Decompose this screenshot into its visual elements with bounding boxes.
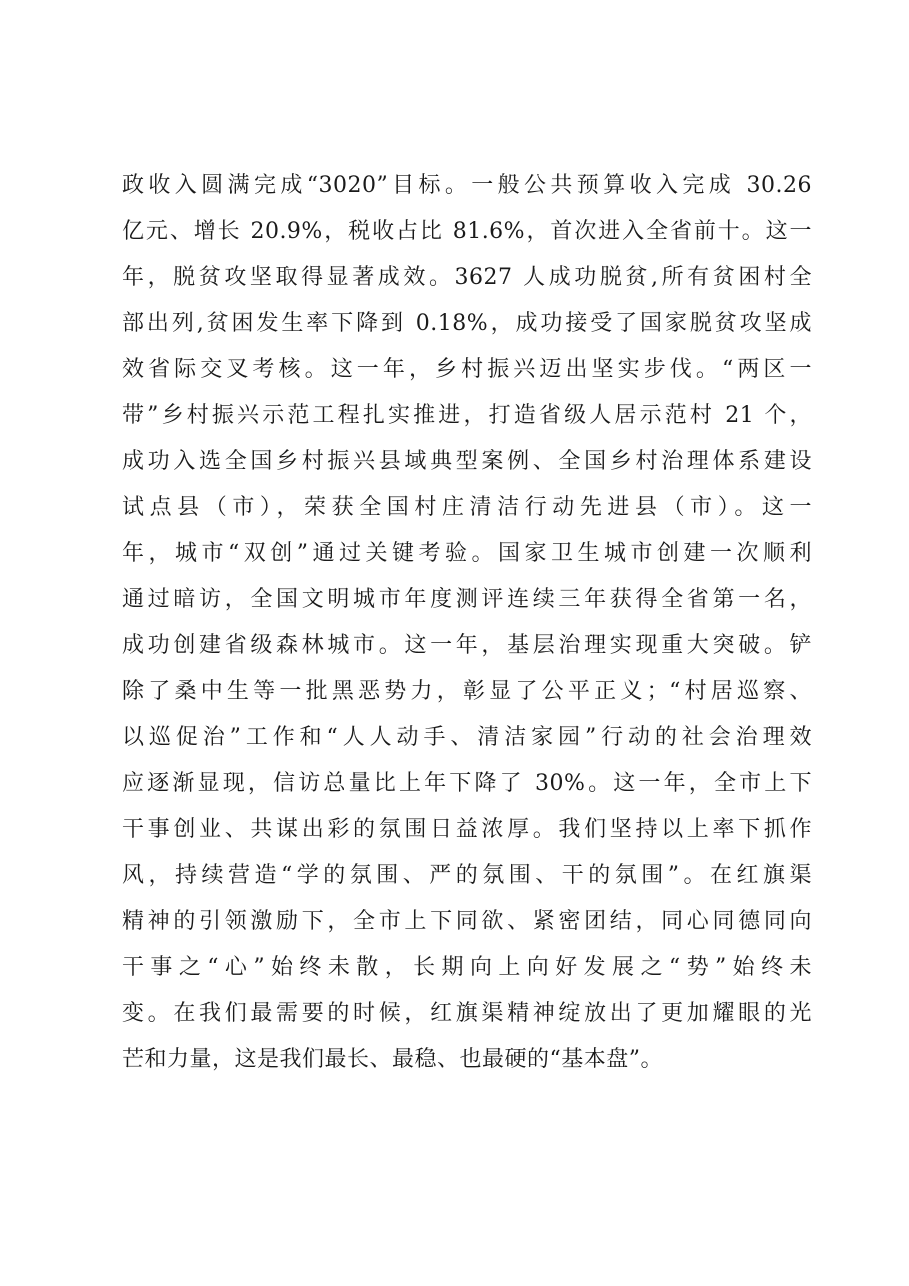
text-line: 芒和力量，这是我们最长、最稳、也最硬的“基本盘”。: [122, 1047, 663, 1072]
text-line: 试点县（市），荣获全国村庄清洁行动先进县（市）。这一: [122, 495, 812, 520]
text-line: 精神的引领激励下，全市上下同欲、紧密团结，同心同德同向: [122, 909, 812, 934]
text-line: 变。在我们最需要的时候，红旗渠精神绽放出了更加耀眼的光: [122, 1001, 812, 1026]
text-line: 效省际交叉考核。这一年，乡村振兴迈出坚实步伐。“两区一: [122, 357, 812, 382]
text-line: 除了桑中生等一批黑恶势力，彰显了公平正义；“村居巡察、: [122, 679, 812, 704]
text-line: 年，脱贫攻坚取得显著成效。3627 人成功脱贫,所有贫困村全: [122, 265, 812, 290]
text-line: 通过暗访，全国文明城市年度测评连续三年获得全省第一名，: [122, 587, 812, 612]
text-line: 部出列,贫困发生率下降到 0.18%，成功接受了国家脱贫攻坚成: [122, 311, 812, 336]
body-paragraph: [122, 163, 812, 1083]
text-line: 应逐渐显现，信访总量比上年下降了 30%。这一年，全市上下: [122, 771, 812, 796]
text-line: 成功创建省级森林城市。这一年，基层治理实现重大突破。铲: [122, 633, 812, 658]
text-line: 亿元、增长 20.9%，税收占比 81.6%，首次进入全省前十。这一: [122, 219, 812, 244]
text-line: 政收入圆满完成“3020”目标。一般公共预算收入完成 30.26: [122, 173, 812, 198]
text-line: 年，城市“双创”通过关键考验。国家卫生城市创建一次顺利: [122, 541, 812, 566]
text-line: 干事创业、共谋出彩的氛围日益浓厚。我们坚持以上率下抓作: [122, 817, 812, 842]
text-line: 成功入选全国乡村振兴县域典型案例、全国乡村治理体系建设: [122, 449, 812, 474]
text-line: 以巡促治”工作和“人人动手、清洁家园”行动的社会治理效: [122, 725, 812, 750]
text-line: 干事之“心”始终未散，长期向上向好发展之“势”始终未: [122, 955, 812, 980]
text-line: 风，持续营造“学的氛围、严的氛围、干的氛围”。在红旗渠: [122, 863, 812, 888]
text-line: 带”乡村振兴示范工程扎实推进，打造省级人居示范村 21 个，: [122, 403, 812, 428]
